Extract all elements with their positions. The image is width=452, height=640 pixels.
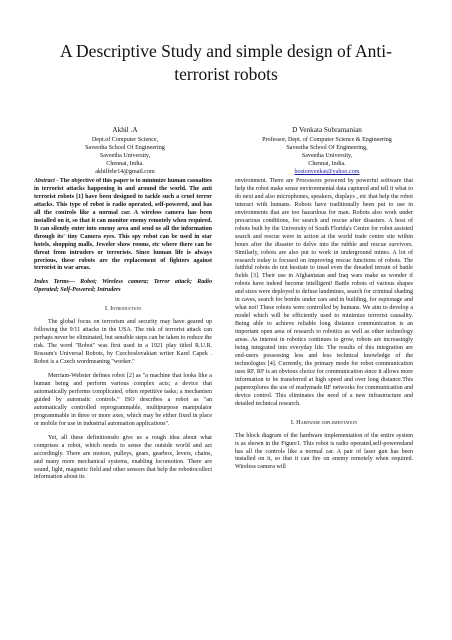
author-affiliation-line: Professor, Dept. of Computer Science & Engineering bbox=[262, 137, 392, 143]
section-heading-hardware bbox=[235, 419, 413, 427]
section-heading-introduction bbox=[34, 305, 212, 313]
paragraph: Merriam-Webster defines robot [2] as "a machine that looks like a human being and perform various complex acts; a device that automatically performs complicated, often repetitive tasks; a mechanism guided by automatic controls." ISO describes a robot as "an automatically controlled reprogrammable, multipurpose manipulator programmable in three or more axes, which may be either fixed in place or mobile for use in industrial automation applications". bbox=[34, 373, 212, 427]
abstract-text: - The objective of this paper is to minimize human casualties in terrorist attacks happening in and around the world. The anti terrorist robots [1] have been designed to tackle such a cruel terror attacks. This type of robot is radio operated, self-powered, and has all the controls like a normal car. A wireless camera has been installed on it, so that it can monitor enemy remotely when required. It can silently enter into enemy area and send us all the information through its' tiny Camera eyes. This spy robot can be used in star hotels, shopping malls, Jeweler show rooms, etc where there can be threat from intruders or terrorists. Since human life is always precious, these robots are the replacement of fighters against terrorist in war areas. bbox=[34, 178, 212, 272]
paragraph: environment. There are Processors powered by powerful software that help the robot make sense environmental data captured and tell it what to do next and also microphones, speakers, displays , etc that help the robot interact with humans. Robots have traditionally been put to use in environments that are too hazardous for man. Robots also work under precarious conditions, for search and rescue after disasters. A host of robots built by the University of South Florida's Centre for robot assisted search and rescue were in action at the world trade centre site within hours after the disaster to delve into the rubble and rescue survivors. Similarly, robots are also put to work in underground mines. A lot of research today is focused on improving rescue functions of robots. The faithful robots do not hesitate to tread even the dreaded terrain of battle fields [3]. Their use in Afghanistan and Iraq wars make us wonder if robots have indeed become intelligent! Battle robots of various shapes and sizes were deployed to defuse landmines, search for criminal shading in caves, search for bombs under cars and in building, for espionage and what not! These robots were controlled by humans. We aim to develop a model which will be efficiently used to minimize terrorist causality. Being able to achieve reliable long distance communication is an important open area of research to robotics as well as other technology areas. As interest in robotics continues to grow, robots are increasingly being integrated into everyday life. The results of this integration are end-users possessing less and less technical knowledge of the technologies [4]. Currently, the primary mode for robot communication uses RF. RF is an obvious choice for communication since it allows more information to be transferred at high speed and over long distance.This paperexplores the use of readymade RF networks for communication and device control. This eliminates the need of a new infrastructure and detailed technical research. bbox=[235, 178, 413, 407]
abstract bbox=[34, 178, 212, 273]
author-email: akhilfebr14@gmail.com bbox=[95, 169, 155, 176]
section-number: I. bbox=[104, 305, 111, 313]
author-affiliation-line: Saveetha School Of Engineering, bbox=[286, 145, 368, 152]
paragraph: The global focus on terrorism and security may have geared up following the 9/11 attacks in the USA. The risk of terrorist attack can perhaps never be eliminated, but sensible steps can be taken to reduce the risk. The word "Robot" was first used in a 1921 play titled R.U.R. Rossum's Universal Robots, by Czechoslovakian writer Karel Capek . Robot is a Czech wordmeaning "worker." bbox=[34, 319, 212, 366]
author-block-2 bbox=[242, 125, 412, 176]
author-name: D Venkata Subramanian bbox=[292, 126, 362, 134]
author-email-link[interactable]: bostonvenkat@yahoo.com bbox=[294, 169, 360, 176]
author-affiliation-line: Chennai, India. bbox=[106, 161, 144, 168]
author-name: Akhil .A bbox=[112, 126, 138, 134]
paper-title: A Descriptive Study and simple design of Anti-terrorist robots bbox=[60, 41, 392, 84]
author-affiliation-line: Dept.of Computer Science, bbox=[91, 137, 159, 143]
paragraph: Yet, all these definitionsdo give us a rough idea about what comprises a robot, which needs to sense the outside world and act accordingly. There are motors, pulleys, gears, gearbox, levers, chains, and many more mechanical systems, enabling locomotion. There are sound, light, magnetic field and other sensors that help the robottocollect information about its bbox=[34, 434, 212, 481]
author-affiliation-line: Saveetha University, bbox=[301, 153, 353, 160]
paragraph: The block diagram of the hardware implementation of the entire system is as shown in the Figure1. This robot is radio operated,self-poweredand has all the controls like a normal car. A pair of laser gun has been installed on it, so that it can fire on enemy remotely when required. Wireless camera will bbox=[235, 432, 413, 471]
index-terms: Index Terms— Robot; Wireless camera; Terror attack; Radio Operated; Self-Powered; Intruders bbox=[34, 279, 212, 294]
abstract-label: Abstract bbox=[34, 178, 55, 184]
section-number: I. bbox=[290, 418, 297, 426]
left-column bbox=[34, 178, 212, 638]
section-title: Hardware implementation bbox=[296, 418, 358, 426]
author-affiliation-line: Saveetha University, bbox=[99, 153, 151, 160]
author-block-1 bbox=[40, 125, 210, 176]
author-affiliation-line: Chennai, India. bbox=[308, 161, 346, 168]
right-column bbox=[235, 178, 413, 638]
section-title: Introduction bbox=[110, 305, 142, 313]
author-affiliation-line: Saveetha School Of Engineering bbox=[85, 145, 165, 152]
